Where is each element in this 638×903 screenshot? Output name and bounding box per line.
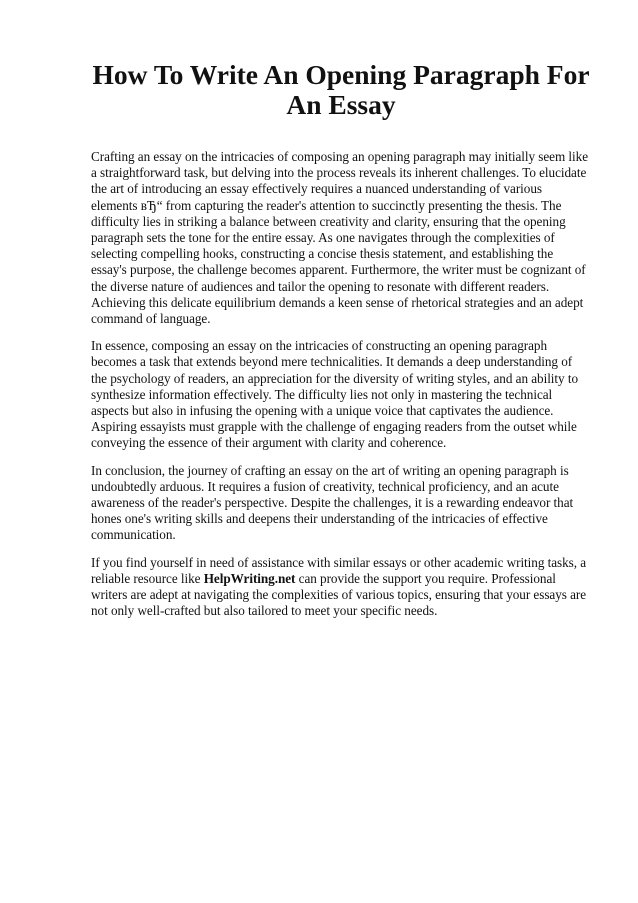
document-title: How To Write An Opening Paragraph For An Essay: [92, 59, 590, 120]
paragraph-1: Crafting an essay on the intricacies of composing an opening paragraph may initially seem like a straightforward task, but delving into the process reveals its inherent challenges. To elucidate the art of introducing an essay effectively requires a nuanced understanding of various elements вЂ“ from capturing the reader's attention to succinctly presenting the thesis. The difficulty lies in striking a balance between creativity and clarity, ensuring that the opening paragraph sets the tone for the entire essay. As one navigates through the complexities of selecting compelling hooks, constructing a concise thesis statement, and establishing the essay's purpose, the challenge becomes apparent. Furthermore, the writer must be cognizant of the diverse nature of audiences and tailor the opening to resonate with different readers. Achieving this delicate equilibrium demands a keen sense of rhetorical strategies and an adept command of language.: [91, 149, 589, 327]
paragraph-3: In conclusion, the journey of crafting an essay on the art of writing an opening paragraph is undoubtedly arduous. It requires a fusion of creativity, technical proficiency, and an acute awareness of the reader's perspective. Despite the challenges, it is a rewarding endeavor that hones one's writing skills and deepens their understanding of the intricacies of effective communication.: [91, 462, 574, 543]
document-body: [91, 149, 591, 619]
paragraph-4-text-before: If you find yourself in need of assistance with similar essays or other academic writing tasks, a reliable resource like: [91, 554, 587, 586]
paragraph-4: [91, 555, 591, 620]
paragraph-4-text-after: can provide the support you require. Professional writers are adept at navigating the complexities of various topics, ensuring that your essays are not only well-crafted but also tailored to meet your specific needs.: [91, 570, 587, 619]
brand-name: HelpWriting.net: [203, 570, 296, 586]
paragraph-2: In essence, composing an essay on the intricacies of constructing an opening paragraph becomes a task that extends beyond mere technicalities. It demands a deep understanding of the psychology of readers, an appreciation for the diversity of writing styles, and an ability to synthesize information effectively. The difficulty lies not only in mastering the technical aspects but also in infusing the opening with a unique voice that captivates the audience. Aspiring essayists must grapple with the challenge of engaging readers from the outset while conveying the essence of their argument with clarity and coherence.: [91, 338, 578, 451]
